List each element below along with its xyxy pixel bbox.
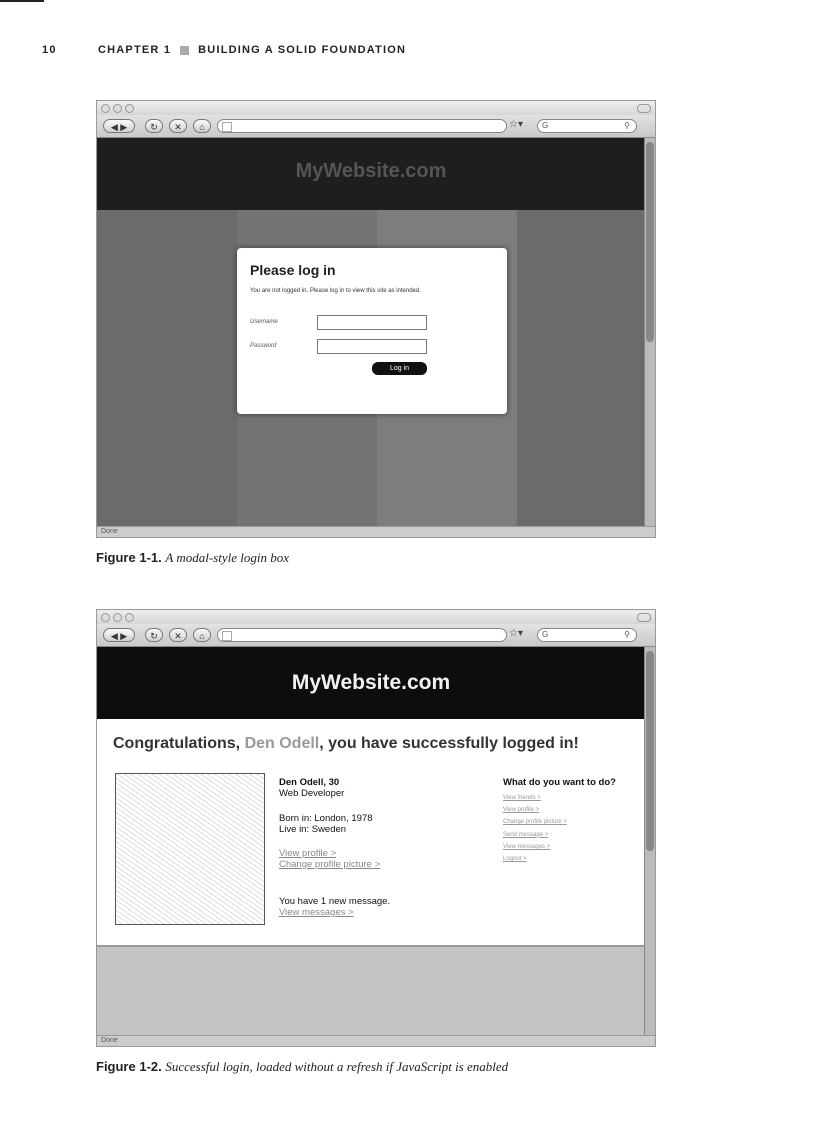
- action-link-send-message[interactable]: Send message >: [503, 831, 549, 838]
- figure-2-caption: [96, 1059, 508, 1075]
- congratulations-heading: Congratulations, Den Odell, you have successfully logged in!: [113, 735, 579, 752]
- window-controls[interactable]: [101, 104, 134, 113]
- profile-lives: Live in: Sweden: [279, 824, 347, 835]
- browser-toolbar: [97, 624, 655, 647]
- action-link-view-profile[interactable]: View profile >: [503, 807, 540, 814]
- star-icon[interactable]: ☆▾: [509, 119, 523, 130]
- username-label: Username: [250, 319, 278, 325]
- window-controls[interactable]: [101, 613, 134, 622]
- chapter-label: CHAPTER 1: [98, 44, 172, 56]
- username-input[interactable]: [317, 315, 427, 330]
- section-title: BUILDING A SOLID FOUNDATION: [198, 44, 407, 56]
- stop-icon[interactable]: ✕: [169, 119, 187, 133]
- status-bar: Done: [97, 1035, 655, 1046]
- back-icon[interactable]: ◀: [110, 122, 118, 132]
- page-number: 10: [42, 44, 57, 56]
- site-logo: MyWebsite.com: [295, 160, 447, 182]
- login-button[interactable]: Log in: [372, 362, 427, 375]
- running-header: [42, 44, 406, 56]
- scrollbar-thumb[interactable]: [646, 142, 654, 342]
- reload-icon[interactable]: ↻: [145, 628, 163, 642]
- actions-list: [503, 792, 567, 865]
- search-box[interactable]: [537, 119, 637, 133]
- scrollbar-thumb[interactable]: [646, 651, 654, 851]
- title-bar: [97, 610, 655, 624]
- star-icon[interactable]: ☆▾: [509, 628, 523, 639]
- back-icon[interactable]: ◀: [110, 631, 118, 641]
- change-picture-link[interactable]: Change profile picture >: [279, 859, 381, 870]
- favicon-icon: [222, 122, 232, 132]
- view-profile-link[interactable]: View profile >: [279, 848, 337, 859]
- toolbar-toggle-button[interactable]: [637, 104, 651, 113]
- browser-toolbar: [97, 115, 655, 138]
- profile-born: Born in: London, 1978: [279, 813, 373, 824]
- action-link-change-picture[interactable]: Change profile picture >: [503, 819, 567, 826]
- caption-text: Successful login, loaded without a refresh if JavaScript is enabled: [165, 1059, 509, 1074]
- profile-name-age: Den Odell, 30: [279, 777, 340, 788]
- action-link-view-friends[interactable]: View friends >: [503, 795, 541, 801]
- action-link-view-messages[interactable]: View messages >: [503, 843, 551, 850]
- title-bar: [97, 101, 655, 115]
- address-bar[interactable]: [217, 628, 507, 642]
- home-icon[interactable]: ⌂: [193, 119, 211, 133]
- actions-heading: What do you want to do?: [503, 777, 616, 788]
- status-bar: Done: [97, 526, 655, 537]
- toolbar-toggle-button[interactable]: [637, 613, 651, 622]
- favicon-icon: [222, 631, 232, 641]
- page-viewport: [97, 647, 645, 1036]
- browser-window-figure-1: [96, 100, 656, 538]
- reload-icon[interactable]: ↻: [145, 119, 163, 133]
- caption-text: A modal-style login box: [165, 550, 289, 565]
- search-engine-icon: G: [542, 630, 549, 639]
- profile-panel: [97, 719, 645, 947]
- profile-job: Web Developer: [279, 788, 345, 799]
- caption-label: Figure 1-2.: [96, 1059, 162, 1074]
- modal-subtitle: You are not logged in. Please log in to view this site as intended.: [250, 288, 421, 294]
- page-viewport: [97, 138, 645, 527]
- site-logo: MyWebsite.com: [291, 671, 451, 694]
- header-square-icon: [180, 46, 189, 55]
- forward-icon[interactable]: ▶: [120, 631, 128, 641]
- forward-icon[interactable]: ▶: [120, 122, 128, 132]
- home-icon[interactable]: ⌂: [193, 628, 211, 642]
- magnifier-icon: ⚲: [624, 121, 630, 130]
- figure-1-caption: [96, 550, 289, 566]
- address-bar[interactable]: [217, 119, 507, 133]
- magnifier-icon: ⚲: [624, 630, 630, 639]
- browser-window-figure-2: [96, 609, 656, 1047]
- top-rule: [0, 0, 44, 2]
- stop-icon[interactable]: ✕: [169, 628, 187, 642]
- caption-label: Figure 1-1.: [96, 550, 162, 565]
- modal-title: Please log in: [250, 262, 336, 278]
- back-forward-buttons[interactable]: [103, 119, 135, 133]
- back-forward-buttons[interactable]: [103, 628, 135, 642]
- search-box[interactable]: [537, 628, 637, 642]
- search-engine-icon: G: [542, 121, 549, 130]
- profile-photo: [115, 773, 265, 925]
- login-modal: [237, 248, 507, 414]
- view-messages-link[interactable]: View messages >: [279, 907, 354, 918]
- vertical-scrollbar[interactable]: [644, 647, 655, 1036]
- password-label: Password: [250, 343, 277, 349]
- vertical-scrollbar[interactable]: [644, 138, 655, 527]
- user-name: Den Odell: [244, 735, 320, 752]
- messages-note: You have 1 new message.: [279, 896, 391, 907]
- password-input[interactable]: [317, 339, 427, 354]
- action-link-logout[interactable]: Logout >: [503, 856, 527, 863]
